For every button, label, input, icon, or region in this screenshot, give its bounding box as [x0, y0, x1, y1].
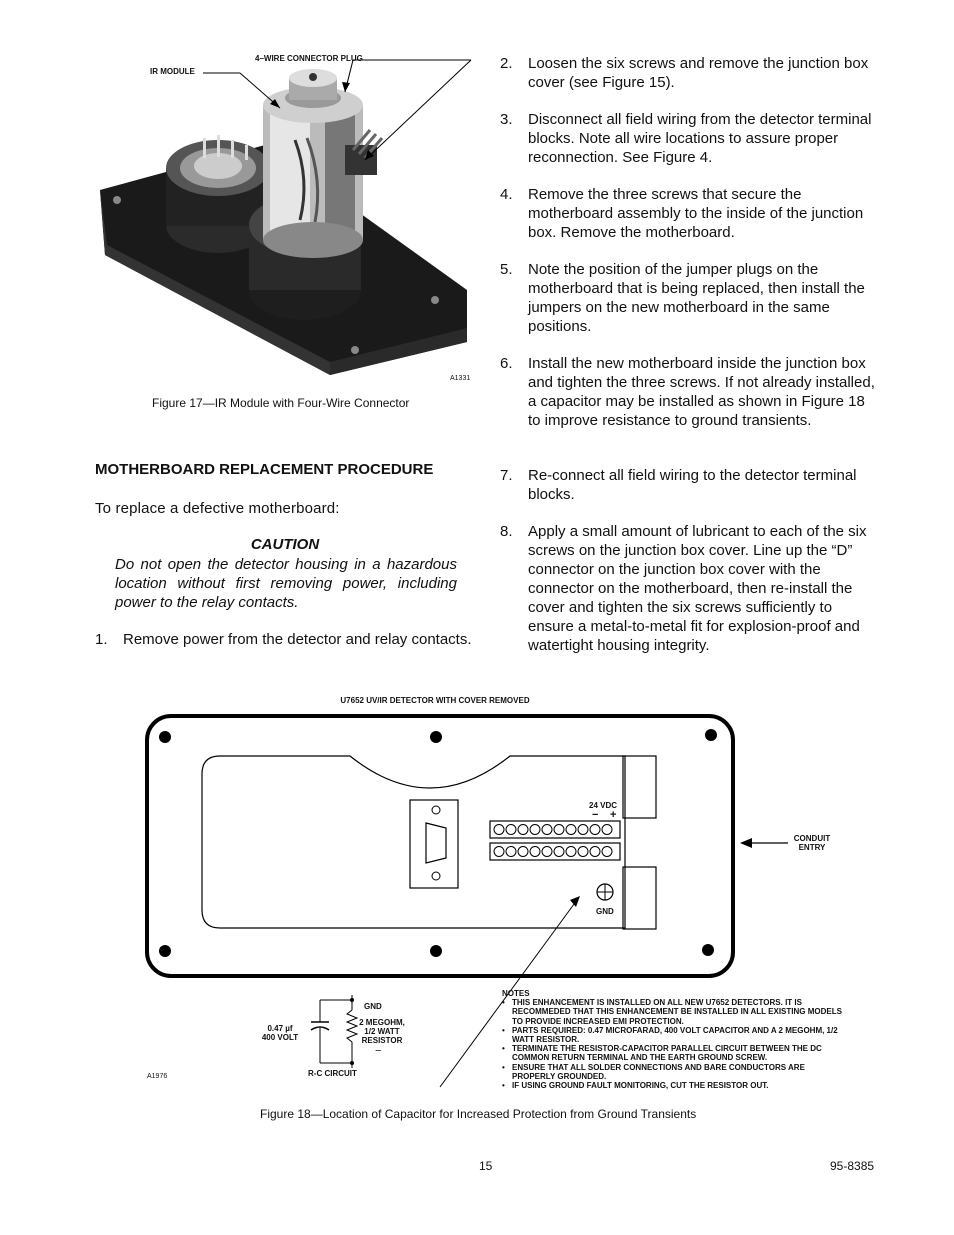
resistor-watt: 1/2 WATT	[364, 1027, 400, 1036]
note-item: • ENSURE THAT ALL SOLDER CONNECTIONS AND BARE CONDUCTORS ARE PROPERLY GROUNDED.	[502, 1063, 848, 1081]
notes-block	[502, 989, 848, 1090]
step-number: 6.	[500, 355, 513, 372]
figure-18-code: A1976	[147, 1073, 168, 1080]
step-2	[500, 54, 878, 92]
connector-plug-label: 4–WIRE CONNECTOR PLUG	[255, 54, 363, 63]
figure-18-caption: Figure 18—Location of Capacitor for Increased Protection from Ground Transients	[260, 1107, 697, 1121]
plus-sign: +	[610, 809, 617, 821]
step-8	[500, 522, 878, 655]
ir-module-photo	[95, 50, 475, 395]
capacitor-value: 0.47 µf	[267, 1024, 293, 1033]
ir-module-label: IR MODULE	[150, 67, 195, 76]
page-number: 15	[479, 1159, 493, 1173]
terminal-screws-top	[494, 825, 612, 835]
vdc-label: 24 VDC	[589, 801, 618, 810]
step-number: 2.	[500, 55, 513, 72]
circuit-gnd-label: GND	[364, 1002, 382, 1011]
terminal-screws-bottom	[494, 847, 612, 857]
step-number: 4.	[500, 186, 513, 203]
step-4	[500, 185, 878, 242]
figure-17	[95, 50, 475, 395]
note-item: • IF USING GROUND FAULT MONITORING, CUT THE RESISTOR OUT.	[502, 1081, 848, 1090]
rc-circuit-label: R-C CIRCUIT	[308, 1069, 357, 1078]
step-number: 8.	[500, 523, 513, 540]
step-number: 1.	[95, 631, 108, 648]
figure-17-caption: Figure 17—IR Module with Four-Wire Connector	[152, 396, 410, 410]
step-text: Note the position of the jumper plugs on the motherboard that is being replaced, then install the jumpers on the new motherboard in the same positions.	[528, 261, 865, 335]
resistor-minus: −	[375, 1045, 382, 1057]
figure-18-title: U7652 UV/IR DETECTOR WITH COVER REMOVED	[340, 696, 530, 705]
step-text: Apply a small amount of lubricant to each of the six screws on the junction box cover. Line up the “D” connector on the junction box cover with the connector on the motherboard, then re-install the cover and tighten the six screws sufficiently to ensure a metal-to-metal fit for explosion-proof and watertight housing integrity.	[528, 523, 867, 654]
step-1	[95, 630, 473, 649]
step-6	[500, 354, 878, 430]
capacitor-voltage: 400 VOLT	[261, 1033, 299, 1042]
notes-title: NOTES	[502, 989, 530, 998]
intro-text: To replace a defective motherboard:	[95, 500, 340, 517]
step-text: Remove power from the detector and relay contacts.	[123, 631, 472, 648]
note-item: • THIS ENHANCEMENT IS INSTALLED ON ALL NEW U7652 DETECTORS. IT IS RECOMMEDED THAT THIS ENHANCEMENT BE INSTALLED IN ALL EXISTING MODELS TO PROVIDE INCREASED EMI PROTECTION.	[502, 998, 848, 1026]
step-text: Remove the three screws that secure the motherboard assembly to the inside of the junction box. Remove the motherboard.	[528, 186, 864, 241]
step-number: 7.	[500, 467, 513, 484]
step-number: 3.	[500, 111, 513, 128]
step-7	[500, 466, 878, 504]
conduit-line-2: ENTRY	[798, 843, 826, 852]
step-text: Disconnect all field wiring from the detector terminal blocks. Note all wire locations to assure proper reconnection. See Figure 4.	[528, 111, 872, 166]
document-number: 95-8385	[830, 1159, 875, 1173]
figure-17-code: A1331	[450, 375, 471, 382]
caution-title: CAUTION	[250, 536, 320, 553]
conduit-entry-label	[782, 834, 842, 852]
gnd-label: GND	[596, 907, 614, 916]
step-text: Install the new motherboard inside the junction box and tighten the three screws. If not already installed, a capacitor may be installed as shown in Figure 18 to improve resistance to ground transients.	[528, 355, 875, 429]
step-3	[500, 110, 878, 167]
resistor-value: 2 MEGOHM,	[359, 1018, 405, 1027]
resistor-label	[352, 1018, 412, 1045]
step-text: Re-connect all field wiring to the detector terminal blocks.	[528, 467, 857, 503]
resistor-name: RESISTOR	[361, 1036, 403, 1045]
minus-sign: −	[592, 809, 599, 821]
capacitor-label	[250, 1024, 310, 1042]
step-text: Loosen the six screws and remove the junction box cover (see Figure 15).	[528, 55, 869, 91]
note-item: • TERMINATE THE RESISTOR-CAPACITOR PARALLEL CIRCUIT BETWEEN THE DC COMMON RETURN TERMINAL AND THE EARTH GROUND SCREW.	[502, 1044, 848, 1062]
step-number: 5.	[500, 261, 513, 278]
note-item: • PARTS REQUIRED: 0.47 MICROFARAD, 400 VOLT CAPACITOR AND A 2 MEGOHM, 1/2 WATT RESISTOR.	[502, 1026, 848, 1044]
section-heading: MOTHERBOARD REPLACEMENT PROCEDURE	[95, 461, 434, 478]
notes-list	[502, 998, 848, 1090]
caution-text: Do not open the detector housing in a hazardous location without first removing power, including power to the relay contacts.	[115, 556, 457, 611]
step-5	[500, 260, 878, 336]
conduit-line-1: CONDUIT	[793, 834, 831, 843]
